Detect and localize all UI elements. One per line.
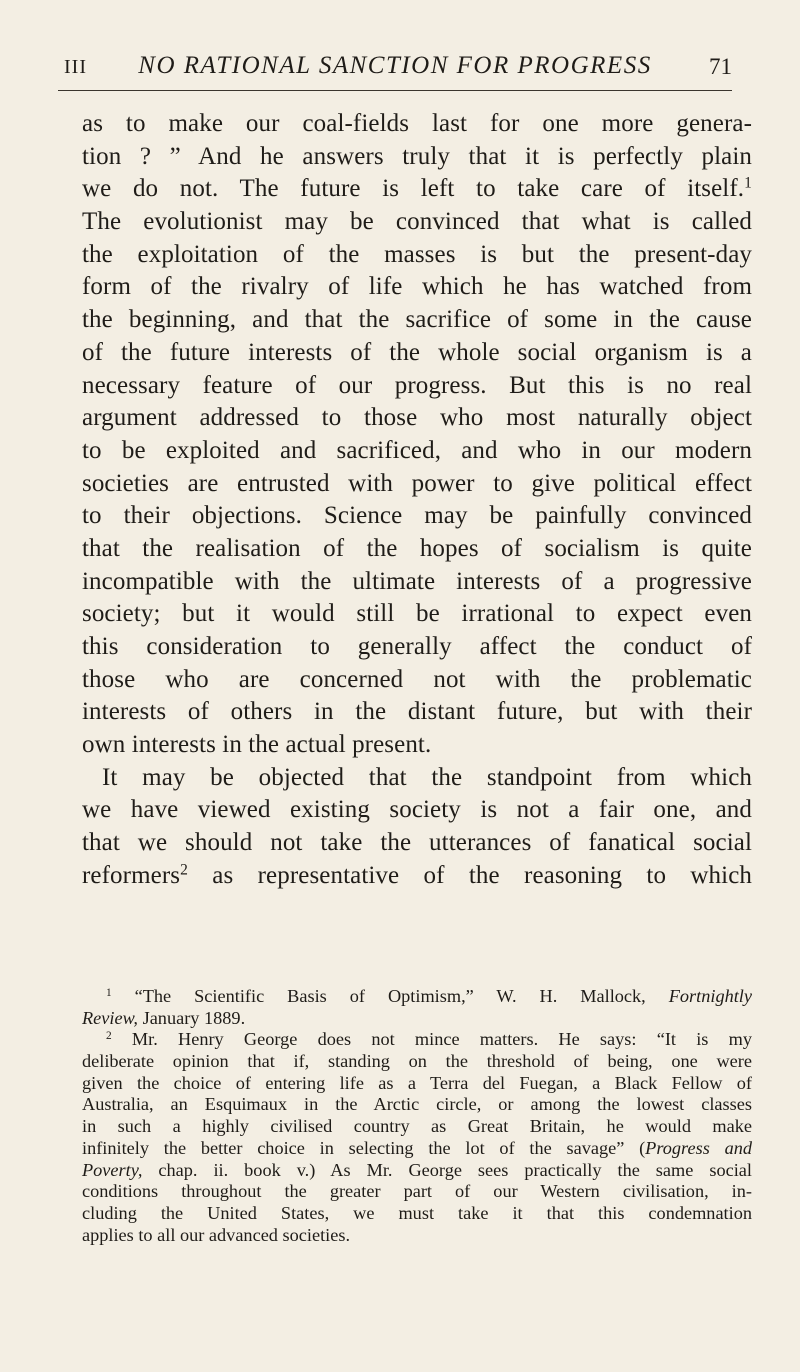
text-line: this consideration to generally affect the conduct of [82, 633, 752, 660]
footnote-marker: 2 [106, 1030, 112, 1043]
footnote-line: Review, January 1889. [82, 1007, 246, 1028]
text-line: interests of others in the distant future, but with their [82, 698, 752, 726]
text-line: we do not. The future is left to take care of itself.$^1$ [82, 174, 752, 203]
text-line: those who are concerned not with the problematic [82, 665, 752, 693]
footnote-2: $^2$ Mr. Henry George does not mince matters. He says: “It is my [106, 1029, 752, 1050]
text-line: societies are entrusted with power to give political effect [82, 469, 752, 497]
footnote-line: deliberate opinion that if, standing on the threshold of being, one were [82, 1051, 752, 1072]
footnote-marker: 1 [106, 986, 112, 999]
text-line: the exploitation of the masses is but the present-day [82, 240, 752, 268]
footnote-line: Poverty, chap. ii. book v.) As Mr. George sees practically the same social [82, 1159, 752, 1180]
text-line: we have viewed existing society is not a fair one, and [82, 796, 752, 824]
text-line: to be exploited and sacrificed, and who in our modern [82, 436, 752, 464]
text-line: tion ? ” And he answers truly that it is perfectly plain [82, 142, 752, 170]
text-line: as to make our coal-fields last for one more genera- [82, 110, 752, 137]
running-header [58, 50, 732, 91]
footnote-line: given the choice of entering life as a Terra del Fuegan, a Black Fellow of [82, 1072, 752, 1093]
text-line: society; but it would still be irrational to expect even [82, 600, 752, 628]
footnote-line: conditions throughout the greater part of our Western civilisation, in- [82, 1181, 752, 1202]
text-line: own interests in the actual present. [82, 731, 432, 759]
text-line: reformers$^2$ as representative of the reasoning to which [82, 861, 752, 889]
footnote-line: applies to all our advanced societies. [82, 1224, 351, 1245]
page-number: 71 [709, 54, 732, 79]
text-line: argument addressed to those who most naturally object [82, 404, 752, 432]
text-line: necessary feature of our progress. But this is no real [82, 371, 752, 399]
text-line: It may be objected that the standpoint from which [102, 763, 752, 791]
footnote-line: infinitely the better choice in selecting the lot of the savage” (Progress and [82, 1137, 752, 1158]
text-line: incompatible with the ultimate interests of a progressive [82, 567, 752, 595]
footnote-line: in such a highly civilised country as Great Britain, he would make [82, 1116, 752, 1137]
text-line: that the realisation of the hopes of socialism is quite [82, 534, 752, 562]
text-line: the beginning, and that the sacrifice of some in the cause [82, 306, 752, 334]
text-line: form of the rivalry of life which he has watched from [82, 273, 752, 301]
text-line: The evolutionist may be convinced that what is called [82, 208, 752, 236]
text-line: that we should not take the utterances of fanatical social [82, 829, 752, 857]
footnote-1: $^1$ “The Scientific Basis of Optimism,” W. H. Mallock, Fortnightly [106, 986, 752, 1006]
footnotes [82, 986, 752, 1246]
text-line: to their objections. Science may be painfully convinced [82, 502, 752, 530]
body-text [82, 108, 752, 893]
running-title: NO RATIONAL SANCTION FOR PROGRESS [138, 52, 652, 79]
footnote-line: Australia, an Esquimaux in the Arctic circle, or among the lowest classes [82, 1094, 752, 1115]
footnote-ref-2: 2 [180, 861, 188, 879]
chapter-number: III [64, 56, 87, 78]
footnote-ref-1: 1 [744, 174, 752, 192]
text-line: of the future interests of the whole social organism is a [82, 338, 752, 366]
footnote-line: cluding the United States, we must take it that this condemnation [82, 1202, 752, 1223]
